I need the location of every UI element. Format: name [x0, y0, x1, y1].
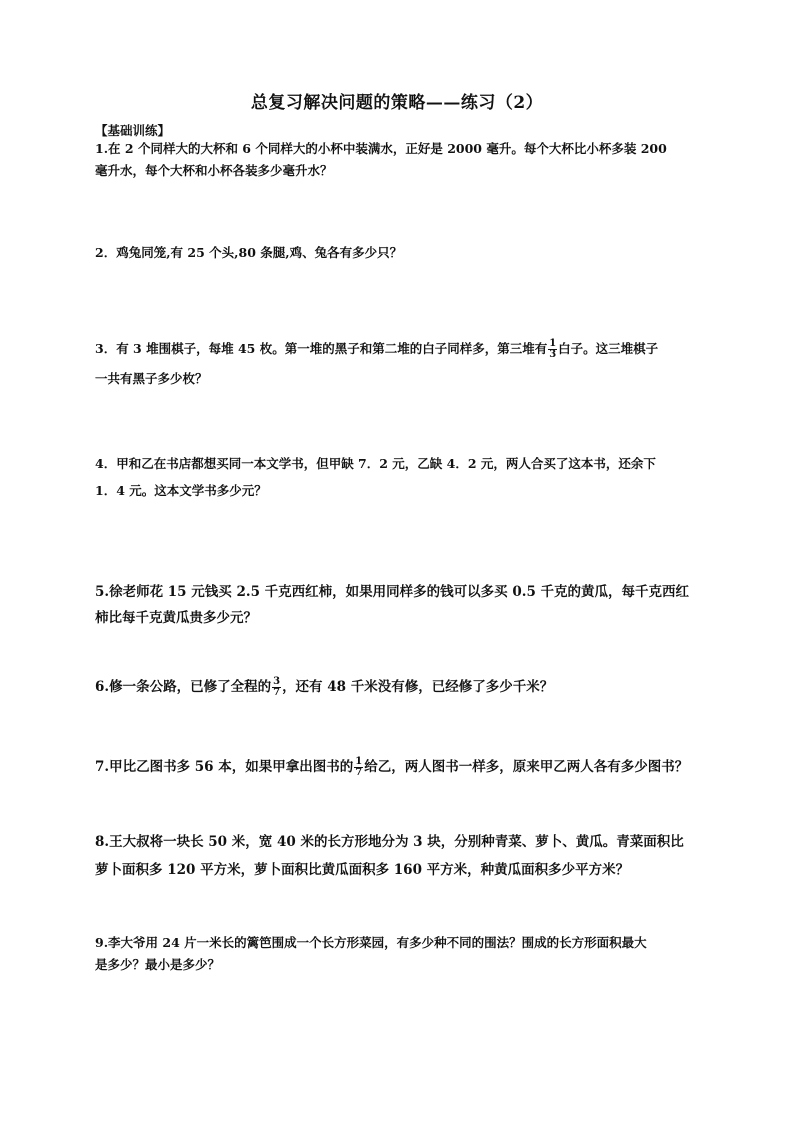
question-8-line-2: 萝卜面积多 120 平方米，萝卜面积比黄瓜面积多 160 平方米，种黄瓜面积多少平方米？	[95, 862, 630, 878]
question-5-line-2: 柿比每千克黄瓜贵多少元？	[95, 610, 257, 626]
question-9-line-2: 是多少？最小是多少？	[95, 957, 221, 972]
fraction-denominator: 7	[355, 767, 363, 778]
question-8	[95, 828, 705, 884]
fraction-one-third	[548, 339, 557, 360]
fraction-denominator: 3	[549, 349, 557, 360]
question-6-text-b: ，还有 48 千米没有修，已经修了多少千米？	[282, 679, 554, 695]
fraction-numerator: 3	[273, 676, 281, 687]
question-7-line-1	[95, 752, 705, 782]
page-title: 总复习解决问题的策略——练习（2）	[250, 93, 544, 113]
question-7-text-b: 给乙，两人图书一样多，原来甲乙两人各有多少图书？	[364, 759, 689, 775]
question-3-line-2: 一共有黑子多少枚？	[95, 371, 208, 386]
question-3	[95, 334, 705, 394]
fraction-numerator: 1	[355, 756, 363, 767]
fraction-one-seventh	[354, 757, 363, 778]
question-2	[95, 242, 705, 264]
question-5-line-1: 5.徐老师花 15 元钱买 2.5 千克西红柿，如果用同样多的钱可以多买 0.5 千克的黄瓜，每千克西红	[95, 584, 690, 600]
question-6-line-1	[95, 672, 705, 702]
question-9-line-1: 9.李大爷用 24 片一米长的篱笆围成一个长方形菜园，有多少种不同的围法？围成的长方形面积最大	[95, 935, 647, 950]
question-1-line-1: 1.在 2 个同样大的大杯和 6 个同样大的小杯中装满水，正好是 2000 毫升。每个大杯比小杯多装 200	[95, 141, 667, 156]
question-1	[95, 138, 705, 182]
fraction-numerator: 1	[549, 338, 557, 349]
question-3-text-a: 3．有 3 堆围棋子，每堆 45 枚。第一堆的黑子和第二堆的白子同样多，第三堆有	[95, 341, 548, 356]
question-6	[95, 672, 705, 702]
question-4	[95, 450, 705, 504]
question-3-text-b: 白子。这三堆棋子	[558, 341, 659, 356]
question-9	[95, 932, 705, 976]
fraction-three-sevenths	[272, 677, 281, 698]
question-3-line-1	[95, 334, 705, 364]
question-6-text-a: 6.修一条公路，已修了全程的	[95, 679, 272, 695]
fraction-denominator: 7	[273, 687, 281, 698]
question-4-line-1: 4．甲和乙在书店都想买同一本文学书，但甲缺 7．2 元，乙缺 4．2 元，两人合买了这本书，还余下	[95, 456, 656, 471]
question-1-line-2: 毫升水，每个大杯和小杯各装多少毫升水？	[95, 163, 333, 178]
question-5	[95, 579, 705, 631]
question-7	[95, 752, 705, 782]
section-heading: 【基础训练】	[95, 123, 171, 138]
question-7-text-a: 7.甲比乙图书多 56 本，如果甲拿出图书的	[95, 759, 354, 775]
question-8-line-1: 8.王大叔将一块长 50 米，宽 40 米的长方形地分为 3 块，分别种青菜、萝卜、黄瓜。青菜面积比	[95, 834, 684, 850]
question-2-line-1: 2．鸡兔同笼,有 25 个头,80 条腿,鸡、兔各有多少只？	[95, 245, 403, 260]
question-4-line-2: 1．4 元。这本文学书多少元？	[95, 483, 267, 498]
